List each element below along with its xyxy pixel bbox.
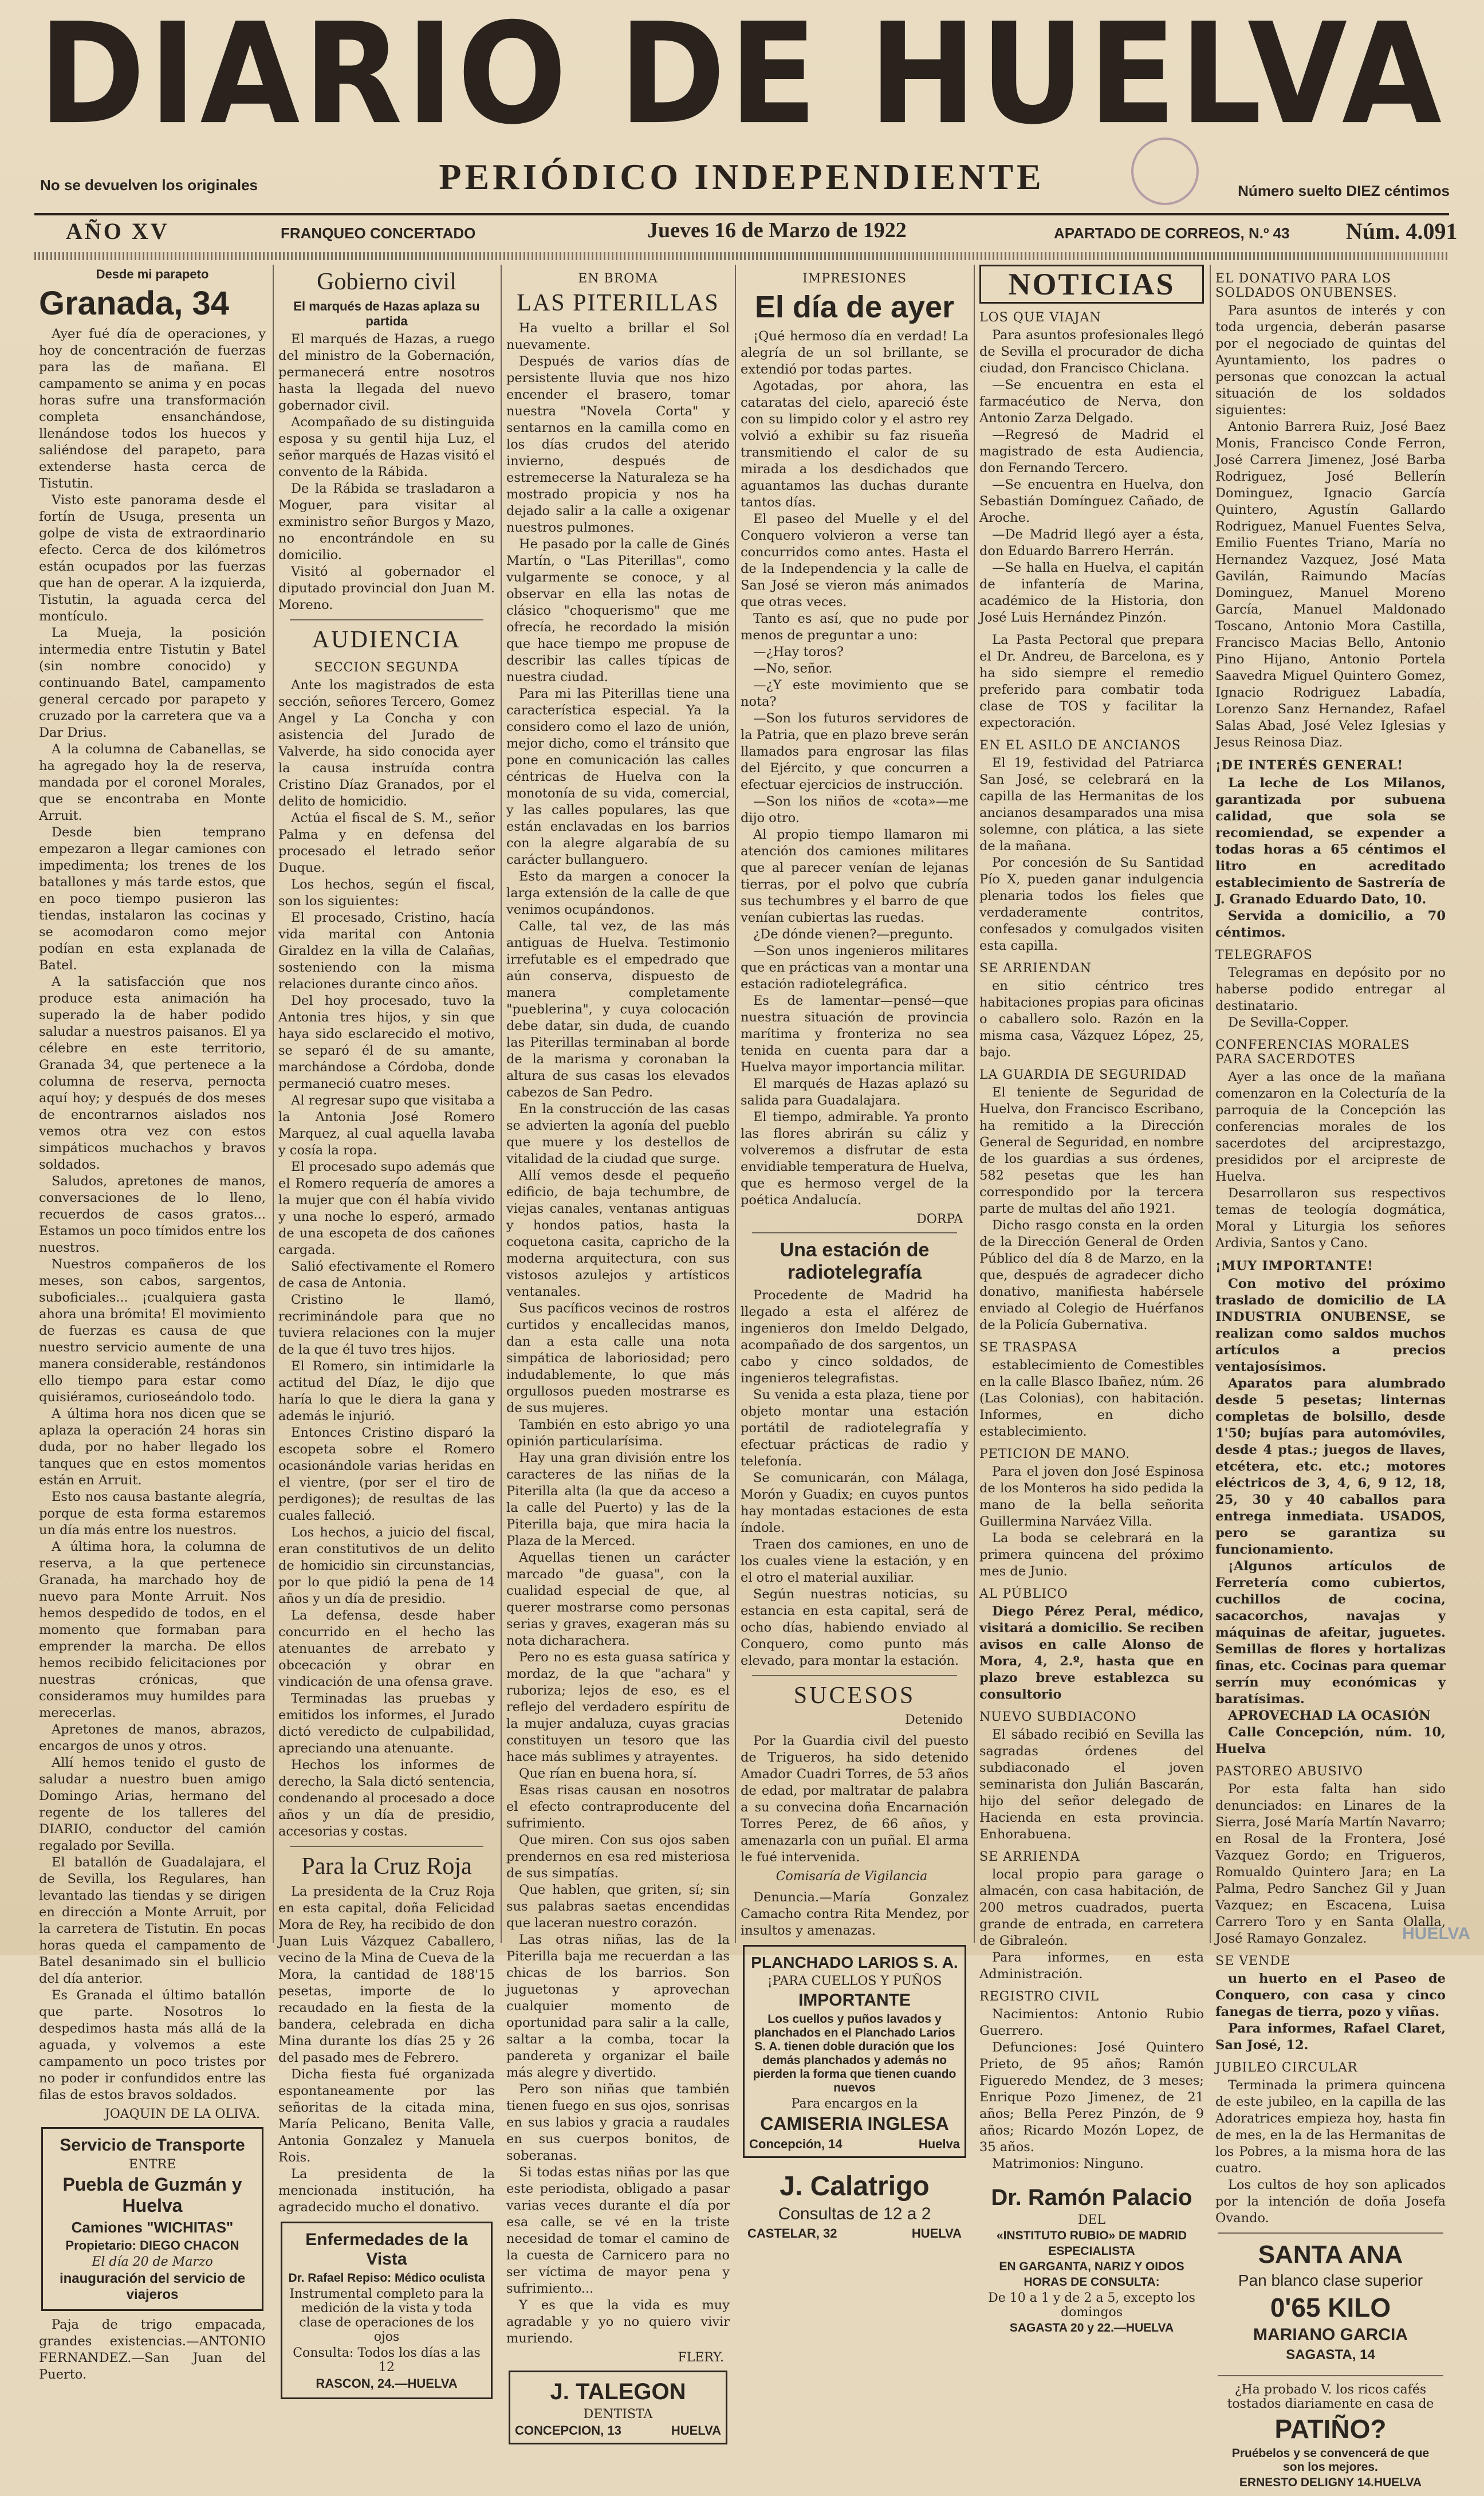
paragraph: —De Madrid llegó ayer a ésta, don Eduardo Barrero Herrán. [979,527,1204,559]
cruz-roja-title: Para la Cruz Roja [301,1853,472,1880]
paragraph: Ayer fué día de operaciones, y hoy de concentración de fuerzas para las de mañana. El campamento se anima y en pocas horas sufre una transformación completa ensanchándose, llenándose todos los huecos y saliéndose del parapeto, para extenderse hasta cerca de Tistutin. [39,327,266,491]
paragraph: También en esto abrigo yo una opinión particularísima. [506,1417,730,1449]
ad-title: Servicio de Transporte [60,2136,245,2155]
column-1 [39,265,266,2382]
calatrigo-ad [743,2164,966,2246]
column-2 [278,265,495,2391]
larios-ad [743,1945,966,2158]
ad-important: IMPORTANTE [798,1991,911,2010]
sucesos-title: SUCESOS [793,1683,916,1709]
paragraph: Sus pacíficos vecinos de rostros curtidos y encallecidas manos, dan a esta calle una nota simpática de laboriosidad; pero indudablemente, lo que más orgullosos pueden mostrarse es de sus mujeres. [506,1301,730,1416]
paragraph: Se comunicarán, con Málaga, Morón y Guadix; en cuyos puntos hay montadas estaciones de esta índole. [741,1471,969,1535]
ad-line: Pan blanco clase superior [1238,2271,1423,2289]
paragraph: La Mueja, la posición intermedia entre Tistutin y Batel (sin nombre conocido) y continuando Batel, campamento general cercado por parapeto y cruzado por la carretera que va a Dar Drius. [39,626,266,740]
section-title: LA GUARDIA DE SEGURIDAD [979,1068,1187,1082]
jubileo-body [1215,2077,1446,2227]
section-title: NUEVO SUBDIACONO [979,1710,1137,1724]
paragraph: El batallón de Guadalajara, el de Sevilla, los Regulares, han levantado las tiendas y se dirigen en dirección a Monte Arruit, por la carretera de Tistutin. En pocas horas queda el campamento de Batel desanimado sin el bullicio del día anterior. [39,1855,266,1986]
paragraph: Ha vuelto a brillar el Sol nuevamente. [506,321,730,352]
ad-owner: Propietario: DIEGO CHACON [65,2238,239,2253]
paragraph: A la satisfacción que nos produce esta animación ha superado la de haber podido saludar a nuestros paisanos. El ya célebre en este territorio, Granada 34, que pertenece a la columna de reserva, pernocta aquí hoy; y después de dos meses de encontrarnos aislados nos vemos otra vez con estos simpáticos muchachos y bravos soldados. [39,974,266,1172]
paragraph: Cristino le llamó, recriminándole para que no tuviera relaciones con la mujer de la que él tuvo tres hijos. [278,1292,495,1357]
paragraph: Antonio Barrera Ruiz, José Baez Monis, Francisco Conde Ferron, José Carrera Jimenez, José Barba Rodriguez, José Bellerín Dominguez, Ignacio García Quintero, Agustín Gallardo Rodriguez, Manuel Fuentes Selva, Emilio Fuentes Triano, María no Hernandez Vazquez, José Mata Gavilán, Raimundo Macías Dominguez, Manuel Moreno García, Manuel Maldonado Toscano, Antonio Mora Castilla, Francisco Macias Bello, Antonio Pino Hijano, Antonio Portela Saavedra Miguel Quintero Gomez, Ignacio Rodriguez Labadía, Lorenzo Sanz Hernandez, Rafael Salas Abad, José Velez Iglesias y Jesus Reinosa Diaz. [1215,419,1446,750]
paragraph: Por la Guardia civil del puesto de Trigueros, ha sido detenido Amador Cuadri Torres, de 53 años de edad, por maltratar de palabra a su convecina doña Encarnación Torres Perez, de 66 años, y amenazarla con un puñal. El arma le fué intervenida. [741,1734,969,1865]
paragraph: Al propio tiempo llamaron mi atención dos camiones militares que al parecer venían de lejanas tierras, por el polvo que cubría sus techumbres y el barro de que venían cubiertas las ruedas. [741,827,969,925]
section-title: SE VENDE [1215,1954,1291,1968]
paragraph: Los hechos, a juicio del fiscal, eran constitutivos de un delito de homicidio sin circunstancias, por lo que pidió la pena de 14 años y un día de presidio. [278,1525,495,1606]
gobierno-subtitle: El marqués de Hazas aplaza su partida [293,299,480,328]
paragraph: Defunciones: José Quintero Prieto, de 95 años; Ramón Figueredo Mendez, de 3 meses; Enrique Pozo Jimenez, de 21 años; Bella Perez Pinzón, de 9 años; Ricardo Mozón Lopez, de 35 años. [979,2040,1204,2155]
masthead-right-note: Número suelto DIEZ céntimos [1238,182,1450,199]
section-title: TELEGRAFOS [1215,948,1313,962]
dentist-ad [509,2371,727,2444]
ad-title: Enfermedades de la Vista [305,2230,468,2269]
paragraph: ¿De dónde vienen?—pregunto. [753,927,954,942]
arriendan-body: en sitio céntrico tres habitaciones propias para oficinas o caballero solo. Razón en la misma casa, Vázquez López, 25, bajo. [979,978,1204,1060]
newspaper-subtitle: PERIÓDICO INDEPENDIENTE [439,156,1045,197]
article-body [506,320,730,2347]
ad-name: SANTA ANA [1258,2240,1403,2269]
article-body [39,326,266,2104]
ad-address: SAGASTA 20 y 22.—HUELVA [1009,2321,1174,2334]
article-kicker: IMPRESIONES [802,272,907,286]
paragraph: He pasado por la calle de Ginés Martín, o "Las Piterillas", como vulgarmente se conoce, y al observar en ella las notas de clásico "choquerismo" que me ofrecía, he recordado la misión que hace tiempo me propuse de describir las calles típicas de nuestra ciudad. [506,537,730,685]
optician-ad [281,2222,493,2399]
paragraph: Hay una gran división entre los caracteres de las niñas de la Piterilla alta (la que da acceso a la calle del Puerto) y las de la Piterilla baja, que mira hacia la Plaza de la Merced. [506,1451,730,1548]
peticion-body [979,1464,1204,1580]
paragraph: Aparatos para alumbrado desde 5 pesetas; linternas completas de bolsillo, desde 1'50; bujías para automóviles, desde 4 ptas.; juegos de llaves, etcétera, etc. etc.; motores eléctricos de 3, 4, 6, 9 12, 18, 25, 30 y 40 caballos para entrega inmediata. USADOS, pero se garantiza su funcionamiento. [1215,1376,1446,1557]
article-kicker: Desde mi parapeto [96,267,209,281]
section-title: REGISTRO CIVIL [979,1990,1099,2004]
paragraph: Procedente de Madrid ha llegado a esta el alférez de ingenieros don Imeldo Delgado, acompañado de dos sargentos, un cabo y cinco soldados, de ingenieros telegrafistas. [741,1288,969,1386]
ad-name: Dr. Ramón Palacio [991,2185,1192,2210]
paragraph: Pero no es esta guasa satírica y mordaz, de la que "achara" y ruboriza; lejos de eso, es el reflejo del verdadero espíritu de la mujer andaluza, cuyas gracias constituyen un tesoro que las hace más sublimes y atrayentes. [506,1650,730,1764]
paragraph: Desarrollaron sus respectivos temas de teología dogmática, Moral y Liturgia los señores Ardivia, Santos y Cano. [1215,1186,1446,1251]
section-title: AL PÚBLICO [979,1587,1068,1601]
paragraph: Salió efectivamente el Romero de casa de Antonia. [278,1259,495,1291]
ad-address: CASTELAR, 32 [747,2226,837,2240]
interes-body-2: Servida a domicilio, a 70 céntimos. [1215,909,1446,940]
paragraph: Que rían en buena hora, sí. [519,1766,698,1781]
ad-sub: ¡PARA CUELLOS Y PUÑOS [767,1974,942,1988]
santa-ana-ad [1218,2232,1443,2369]
ad-city: HUELVA [911,2226,962,2240]
section-title: SE ARRIENDAN [979,961,1092,976]
section-title: JUBILEO CIRCULAR [1215,2061,1358,2075]
paragraph: El paseo del Muelle y el del Conquero volvieron a verse tan concurridos como antes. Hasta el de la Independencia y la calle de San José se vieron más animados que otras veces. [741,512,969,610]
paragraph: Dicho rasgo consta en la orden de la Dirección General de Orden Público del día 8 de Marzo, en la que, después de agradecer dicho donativo, manifiesta habérsele enviado al Colegio de Huérfanos de la Policía Gubernativa. [979,1218,1204,1332]
paragraph: —Regresó de Madrid el magistrado de esta Audiencia, don Fernando Tercero. [979,427,1204,475]
column-6 [1215,265,1446,2489]
section-title: CONFERENCIAS MORALES PARA SACERDOTES [1215,1038,1410,1067]
article-headline: El día de ayer [754,290,955,324]
section-title: ¡MUY IMPORTANTE! [1215,1259,1373,1273]
section-title: EL DONATIVO PARA LOS SOLDADOS ONUBENSES. [1215,272,1398,300]
paragraph: ¡Qué hermoso día en verdad! La alegría de un sol brillante, se extendió por todas partes. [741,329,969,377]
paragraph: Del hoy procesado, tuvo la Antonia tres hijos, y sin que haya sido esclarecido el motivo, se separó él de su amante, marchándose a Córdoba, donde permaneció cuatro meses. [278,993,495,1091]
paragraph: —Son los niños de «cota»—me dijo otro. [741,794,969,826]
paragraph: Apretones de manos, abrazos, encargos de unos y otros. [39,1722,266,1754]
ad-institute: «INSTITUTO RUBIO» DE MADRID [996,2229,1187,2242]
paragraph: El 19, festividad del Patriarca San José, se celebrará en la capilla de las Hermanitas de los ancianos desamparados una misa solemne, con plática, a las siete de la mañana. [979,756,1204,854]
paragraph: Con motivo del próximo traslado de domicilio de LA INDUSTRIA ONUBENSE, se realizan como saldos muchos artículos a precios ventajosísimos. [1215,1276,1446,1374]
article-signature: FLERY. [678,2350,724,2365]
ad-entre: ENTRE [128,2157,176,2172]
subdiacono-body: El sábado recibió en Sevilla las sagradas órdenes del subdiaconado el joven seminarista don Julián Bascarán, hijo del señor delegado de Hacienda en esta provincia. Enhorabuena. [979,1727,1204,1842]
ad-consult: Consultas de 12 a 2 [778,2204,931,2223]
paragraph: El Romero, sin intimidarle la actitud del Díaz, le dijo que haría lo que le diera la gana y además le injurió. [278,1359,495,1424]
telegrafos-body-2: De Sevilla-Copper. [1228,1015,1349,1030]
paragraph: La presidenta de la Cruz Roja en esta capital, doña Felicidad Mora de Rey, ha recibido de don Juan Luis Vázquez Caballero, vecino de la Mina de Cueva de la Mora, la cantidad de 188'15 pesetas, importe de lo recaudado en la fiesta de la bandera, celebrada en dicha Mina durante los días 25 y 26 del pasado mes de Febrero. [278,1884,495,2065]
ad-name: PATIÑO? [1274,2414,1387,2444]
issue-number: Núm. 4.091 [1346,218,1458,244]
pastoreo-body: Por esta falta han sido denunciados: en Linares de la Sierra, José María Martín Navarro; en Rosal de la Frontera, José Vazquez Gordo; en Trigueros, Romualdo Quintero Jara; en La Palma, Pedro Sanchez Gil y Juan Vazquez; en Escacena, Luisa Carrero Toro y en Santa Olalla, José Ramayo Gonzalez. [1215,1782,1446,1946]
paragraph: Nuestros compañeros de los meses, son cabos, sargentos, suboficiales... ¡cualquiera gasta ahora una brómita! El movimiento de fuerzas es causa de que nuestro servicio aumente de una manera considerable, restándonos ello tiempo para estar como quisiéramos, curioseándolo todo. [39,1257,266,1405]
section-title: SE TRASPASA [979,1341,1077,1355]
paragraph: ¡Algunos artículos de Ferretería como cubiertos, cuchillos de cocina, sacacorchos, navajas y máquinas de afeitar, juguetes. Semillas de flores y hortalizas finas, etc. Cocinas para quemar serrín muy económicas y baratísimas. [1215,1559,1446,1707]
section-title: EN EL ASILO DE ANCIANOS [979,738,1181,753]
ad-address: Concepción, 14 [749,2137,843,2151]
ad-price: 0'65 KILO [1270,2293,1391,2322]
paragraph: Para el joven don José Espinosa de los Monteros ha sido pedida la mano de la bella señorita Guillermina Narváez Villa. [979,1464,1204,1529]
paragraph: Allí vemos desde el pequeño edificio, de baja techumbre, de viejas canales, ventanas antiguas y hondos patios, hasta la coquetona casita, capricho de la moderna arquitectura, con sus vistosos azulejos y artísticos ventanales. [506,1168,730,1299]
paragraph: A última hora nos dicen que se aplaza la operación 24 horas sin duda, por no haber llegado los tanques que en estos momentos están en Arruit. [39,1406,266,1488]
paragraph: La boda se celebrará en la primera quincena del próximo mes de Junio. [979,1531,1204,1579]
column-divider [273,265,274,1943]
ad-title: PLANCHADO LARIOS S. A. [751,1953,958,1971]
paragraph: Terminadas las pruebas y emitidos los informes, el Jurado dictó veredicto de culpabilidad, apreciando una atenuante. [278,1691,495,1756]
ad-date: El día 20 de Marzo [92,2255,213,2269]
ad-address-row [747,2226,962,2241]
paragraph: El procesado supo además que el Romero requería de amores a la mujer que con él había vivido y una noche lo esperó, armado de una escopeta de dos cañones cargada. [278,1159,495,1257]
paragraph: Que miren. Con sus ojos saben prendernos en esa red misteriosa de sus simpatías. [506,1833,730,1881]
publico-body: Diego Pérez Peral, médico, visitará a domicilio. Se reciben avisos en calle Alonso de Mora, 4, 2.º, hasta que en plazo breve establezca su consultorio [979,1604,1204,1702]
section-title: SE ARRIENDA [979,1850,1080,1864]
sucesos-sub: Detenido [904,1713,963,1727]
column-3 [506,265,730,2438]
paragraph: Y es que la vida es muy agradable y yo no quiero vivir muriendo. [506,2298,730,2346]
ad-inauguration: inauguración del servicio de viajeros [59,2271,246,2302]
ad-encargos: Para encargos en la [791,2097,918,2111]
column-divider [735,265,736,1943]
paragraph: Visitó al gobernador el diputado provincial don Juan M. Moreno. [278,564,495,612]
paragraph: —No, señor. [753,661,833,676]
paragraph: Esto nos causa bastante alegría, porque de esta forma estaremos un día más entre los nuestros. [39,1489,266,1538]
radio-title: Una estación de radiotelegrafía [780,1239,930,1283]
paragraph: —¿Y este movimiento que se nota? [741,678,969,709]
ad-question: ¿Ha probado V. los ricos cafés tostados diariamente en casa de [1227,2383,1434,2411]
franqueo: FRANQUEO CONCERTADO [281,225,476,242]
audiencia-body [278,677,495,1840]
paragraph: El teniente de Seguridad de Huelva, don Francisco Escribano, ha remitido a la Dirección General de Seguridad, en nombre de los guardias a sus órdenes, 582 pesetas que les han correspondido por la tercera parte de multas del año 1921. [979,1085,1204,1216]
paragraph: El procesado, Cristino, hacía vida marital con Antonia Giraldez en la villa de Calañas, sosteniendo con la misma relaciones durante cinco años. [278,910,495,992]
paragraph: Traen dos camiones, en uno de los cuales viene la estación, y en el otro el material auxiliar. [741,1537,969,1585]
divider [752,1232,957,1233]
ad-hours: Consulta: Todos los días a las 12 [293,2346,481,2375]
paragraph: Ante los magistrados de esta sección, señores Tercero, Gomez Angel y La Concha y con asistencia del Jurado de Valverde, ha sido conocida ayer la causa instruída contra Cristino Díaz Granados, por el delito de homicidio. [278,678,495,809]
ad-address: RASCON, 24.—HUELVA [316,2376,458,2391]
ad-trucks: Camiones "WICHITAS" [71,2219,234,2236]
paragraph: Por concesión de Su Santidad Pío X, pueden ganar indulgencia plenaria todos los fieles que verdaderamente contritos, confesados y comulgados visiten esta capilla. [979,855,1204,953]
issue-date: Jueves 16 de Marzo de 1922 [647,218,907,242]
sucesos-body [741,1733,969,1866]
paragraph: Esto da margen a conocer la larga extensión de la calle de que venimos ocupándonos. [506,869,730,917]
cruz-roja-body [278,1884,495,2216]
paragraph: Después de varios días de persistente lluvia que nos hizo encender el brasero, tomar nuestra "Novela Corta" y sentarnos en la camilla como en los días crudos del aterido invierno, después de estremecerse la Naturaleza se ha mostrado propicia y nos ha dejado salir a la calle a oxigenar nuestros pulmones. [506,354,730,535]
paragraph: Agotadas, por ahora, las cataratas del cielo, apareció éste con su limpido color y el astro rey volvió a exhibir su faz risueña transmitiendo el calor de su mirada a los desdichados que aguantamos las duchas durante tantos días. [741,379,969,510]
paragraph: Que hablen, que griten, sí; sin sus palabras saetas encendidas que laceran nuestro corazón. [506,1882,730,1931]
audiencia-title: AUDIENCIA [312,627,462,653]
ad-profession: DENTISTA [583,2407,653,2422]
paragraph: Allí hemos tenido el gusto de saludar a nuestro buen amigo Domingo Arias, hermano del regente de los talleres del DIARIO, conductor del camión regalado por Sevilla. [39,1755,266,1853]
paragraph: Al regresar supo que visitaba a la Antonia José Romero Marquez, al cual aquella lavaba y cosía la ropa. [278,1093,495,1158]
header-hatch-rule [34,252,1449,260]
ad-owner: MARIANO GARCIA [1253,2325,1408,2344]
paragraph: Su venida a esta plaza, tiene por objeto montar una estación portátil de radiotelegrafía y efectuar prácticas de radio y telefonía. [741,1387,969,1469]
paragraph: Calle Concepción, núm. 10, Huelva [1215,1725,1446,1756]
paragraph: Desde bien temprano empezaron a llegar camiones con impedimenta; los trenes de los batallones y más tarde estos, que en poco tiempo pusieron las tiendas, instalaron las cocinas y se acomodaron como mejor podían en esta explanada de Batel. [39,825,266,973]
column-divider [501,265,502,1943]
paragraph: —Son unos ingenieros militares que en prácticas van a montar una estación radiotelegráfica. [741,944,969,992]
asilo-body [979,755,1204,954]
audiencia-subtitle: SECCION SEGUNDA [314,661,459,675]
paragraph: Para asuntos de interés y con toda urgencia, deberán pasarse por el negociado de quintas del Ayuntamiento, los padres o personas que conozcan la actual situación de los soldados siguientes: [1215,303,1446,418]
ad-address: ERNESTO DELIGNY 14.HUELVA [1239,2476,1422,2489]
paragraph: —¿Hay toros? [753,644,844,659]
pasta-ad: La Pasta Pectoral que prepara el Dr. Andreu, de Barcelona, es y ha sido siempre el remedio preferido para combatir toda clase de TOS y facilitar la expectoración. [979,632,1204,730]
paragraph: —Son los futuros servidores de la Patria, que en plazo breve serán llamados para engrosar las filas del Ejército, y que concurren a efectuar ejercicios de instrucción. [741,711,969,792]
paragraph: Tanto es así, que no pude por menos de preguntar a uno: [741,611,969,643]
paragraph: El marqués de Hazas, a ruego del ministro de la Gobernación, permanecerá entre nosotros hasta la llegada del nuevo gobernador civil. [278,332,495,413]
ad-shop: CAMISERIA INGLESA [760,2113,949,2134]
ad-specialty: EN GARGANTA, NARIZ Y OIDOS [999,2260,1184,2273]
issue-info-bar [34,218,1458,251]
telegrafos-body: Telegramas en depósito por no haberse podido entregar al destinatario. [1215,965,1446,1013]
paragraph: Entonces Cristino disparó la escopeta sobre el Romero ocasionándole varias heridas en el vientre, (por ser el tiro de perdigones); de resultas de las cuales falleció. [278,1425,495,1523]
section-title: LOS QUE VIAJAN [979,310,1101,325]
paragraph: Para mi las Piterillas tiene una característica especial. Ya la considero como el lazo de unión, mejor dicho, como el tránsito que pone en comunicación las calles céntricas de Huelva con la monotonía de su vida, comercial, y las calles populares, las que están enclavadas en los barrios con la alegre algarabía de su carácter bullanguero. [506,686,730,867]
section-title: PASTOREO ABUSIVO [1215,1764,1363,1779]
doctor-ad [982,2178,1202,2341]
paragraph: Nacimientos: Antonio Rubio Guerrero. [979,2007,1204,2038]
paragraph: Ayer a las once de la mañana comenzaron en la Colecturía de la parroquia de la Concepción las conferencias morales de los sacerdotes del arciprestazgo, presididos por el arcipreste de Huelva. [1215,1070,1446,1184]
paragraph: Terminada la primera quincena de este jubileo, en la capilla de las Adoratrices empieza hoy, hasta fin de mes, en la de las Hermanitas de los Pobres, a la misma hora de las cuatro. [1215,2078,1446,2176]
ad-text: Los cuellos y puños lavados y planchados en el Planchado Larios S. A. tienen doble duración que los demás planchados y además no pierden la forma que tienen cuando nuevos [753,2012,956,2094]
noticias-header: NOTICIAS [979,265,1204,304]
ad-address-row [749,2137,960,2152]
article-signature: JOAQUIN DE LA OLIVA. [104,2107,260,2121]
library-stamp-icon [1131,137,1199,205]
ad-name: J. Calatrigo [780,2171,930,2202]
top-rule [34,213,1449,215]
masthead-left-note: No se devuelven los originales [40,176,258,194]
interes-body: La leche de Los Milanos, garantizada por subuena calidad, que sola se recomiendad, se expender a todas horas a 65 céntimos el litro en acreditado establecimiento de Sastrería de J. Granado Eduardo Dato, 10. [1215,776,1446,907]
paragraph: Matrimonios: Ninguno. [992,2156,1144,2171]
denuncia: Denuncia.—María Gonzalez Camacho contra Rita Mendez, por insultos y amenazas. [741,1890,969,1938]
registro-body [979,2006,1204,2172]
paragraph: Los cultos de hoy son aplicados por la intención de doña Josefa Ovando. [1215,2177,1446,2226]
ad-address: CONCEPCION, 13 [515,2423,621,2438]
section-title: PETICION DE MANO. [979,1447,1131,1461]
paragraph: Las otras niñas, las de la Piterilla baja me recuerdan a las chicas de los barrios. Son juguetonas y aprovechan cualquier momento de oportunidad para salir a la calle, saltar a la comba, tocar la pandereta y organizar el baile más alegre y divertido. [506,1932,730,2080]
paragraph: Pero son niñas que también tienen fuego en sus ojos, sonrisas en sus labios y gracia a raudales en sus cuerpos bonitos, de soberanas. [506,2082,730,2163]
ad-line: Instrumental completo para la medición de la vista y toda clase de operaciones de los ojos [289,2287,484,2344]
ad-city: Huelva [918,2137,960,2151]
ad-address: SAGASTA, 14 [1286,2347,1375,2363]
article-headline: Granada, 34 [39,285,230,322]
ad-route: Puebla de Guzmán y Huelva [62,2174,242,2216]
paragraph: APROVECHAD LA OCASIÓN [1228,1708,1431,1723]
divider [752,1675,957,1676]
ad-del: DEL [1077,2213,1106,2227]
paragraph: Es Granada el último batallón que parte. Nosotros lo despedimos hasta más allá de la aguada, y volvemos a este campamento un poco tristes por no poder ir confundidos entre las filas de estos bravos soldados. [39,1988,266,2102]
article-signature: DORPA [916,1212,963,1227]
paragraph: Los hechos, según el fiscal, son los siguientes: [278,877,495,909]
paragraph: —Se encuentra en esta el farmacéutico de Nerva, don Antonio Zarza Delgado. [979,378,1204,426]
viajan-body [979,327,1204,626]
ad-hours-title: HORAS DE CONSULTA: [1024,2275,1160,2289]
donativo-body [1215,302,1446,751]
importante-body [1215,1276,1446,1758]
paragraph: Saludos, apretones de manos, conversaciones de lo lleno, recuerdos de casos gratos... Estamos un poco tímidos entre los nuestros. [39,1174,266,1255]
article-kicker: EN BROMA [578,272,658,286]
paragraph: Según nuestras noticias, su estancia en esta capital, será de ocho días, habiendo enviado al Conquero, como punto más elevado, para montar la estación. [741,1587,969,1668]
paragraph: Visto este panorama desde el fortín de Usuga, presenta un golpe de vista de extraordinario efecto. Cerca de dos kilómetros están ocupados por las fuerzas que han de operar. A la izquierda, Tistutin, la aguada cerca del montículo. [39,493,266,624]
paragraph: De la Rábida se trasladaron a Moguer, para visitar al exministro señor Burgos y Mazo, no encontrándole en su domicilio. [278,481,495,563]
paragraph: —Se halla en Huelva, el capitán de infantería de Marina, académico de la Historia, don José Luis Hernández Pinzón. [979,560,1204,625]
vende-body: un huerto en el Paseo de Conquero, con casa y cinco fanegas de tierra, pozo y viñas. [1215,1971,1446,2019]
paragraph: La defensa, desde haber concurrido en el hecho las atenuantes de arrebato y obcecación y obrar en vindicación de una ofensa grave. [278,1608,495,1689]
vende-body-2: Para informes, Rafael Claret, San José, 12. [1215,2021,1446,2053]
column-divider [974,265,975,1943]
paragraph: Calle, tal vez, de las más antiguas de Huelva. Testimonio irrefutable es el empedrado que aún conserva, dispuesto de manera completamente "pueblerina", y cuya colocación debe datar, sin duda, de cuando las Piterillas terminaban al borde de la marisma y coronaban la altura de sus casas los elevados cabezos de San Pedro. [506,919,730,1100]
divider [290,1846,483,1847]
paragraph: A la columna de Cabanellas, se ha agregado hoy la de reserva, mandada por el coronel Morales, que se encontraba en Monte Arruit. [39,742,266,823]
paragraph: Hechos los informes de derecho, la Sala dictó sentencia, condenando al procesado a doce años y un día de presidio, accesorias y costas. [278,1758,495,1839]
apartado: APARTADO DE CORREOS, N.º 43 [1054,225,1290,242]
newspaper-title: DIARIO DE HUELVA [38,0,1446,156]
issue-year: AÑO XV [66,218,170,244]
paragraph: Es de lamentar—pensé—que nuestra situación de provincia marítima y fronteriza no sea tenida en cuenta para dar a Huelva mayor importancia militar. [741,993,969,1075]
ad-name: J. TALEGON [550,2379,686,2404]
column-divider [1210,265,1211,1943]
article-body [741,328,969,1209]
paragraph: Para asuntos profesionales llegó de Sevilla el procurador de dicha ciudad, don Francisco Chiclana. [979,328,1204,376]
transport-ad [41,2127,263,2311]
ad-especialista: ESPECIALISTA [1048,2245,1135,2258]
ad-doctor: Dr. Rafael Repiso: Médico oculista [288,2271,485,2285]
column-5 [979,265,1204,2334]
arrienda-body: local propio para garage o almacén, con casa habitación, de 200 metros cuadrados, puerta grande de entrada, en carretera de Gibraleón. [979,1867,1204,1948]
paragraph: La presidenta de la mencionada institución, ha agradecido mucho el donativo. [278,2167,495,2215]
paragraph: Dicha fiesta fué organizada espontaneamente por las señoritas de la citada mina, María Pelicano, Benita Valle, Antonia Gonzalez y Manuela Rois. [278,2067,495,2165]
section-title: ¡DE INTERÉS GENERAL! [1215,758,1404,773]
paragraph: Si todas estas niñas por las que este periodista, obligado a pasar varias veces durante el día por esa calle, se vé en la triste necesidad de tomar el camino de la cuesta de Carnicero para no ser víctima de mayor pena y sufrimiento... [506,2165,730,2296]
paragraph: El marqués de Hazas aplazó su salida para Guadalajara. [741,1076,969,1108]
gobierno-body [278,331,495,614]
paragraph: A última hora, la columna de reserva, a la que pertenece Granada, ha marchado hoy de nuevo para Monte Arruit. Nos hemos despedido de todos, en el momento que formaban para emprender la marcha. De ellos hemos recibido felicitaciones por nuestras crónicas, que consideramos muy humildes para merecerlas. [39,1539,266,1720]
ad-line: Pruébelos y se convencerá de que son los mejores. [1231,2447,1430,2474]
radio-body [741,1287,969,1669]
ad-city: HUELVA [671,2423,721,2438]
gobierno-title: Gobierno civil [317,269,456,295]
patino-ad [1218,2375,1443,2496]
paragraph: El tiempo, admirable. Ya pronto las flores abrirán su cáliz y volveremos a disfrutar de esta envidiable temperatura de Huelva, que es hermoso vergel de la poética Andalucía. [741,1110,969,1208]
article-headline: LAS PITERILLAS [517,290,719,316]
conferencias-body [1215,1069,1446,1252]
paragraph: En la construcción de las casas se advierten la agonía del pueblo que muere y los destellos de vitalidad de la ciudad que surge. [506,1102,730,1166]
comisaria: Comisaría de Vigilancia [776,1869,928,1884]
ad-hours: De 10 a 1 y de 2 a 5, excepto los domingos [988,2291,1195,2320]
column-4 [741,265,969,2240]
paragraph: Esas risas causan en nosotros el efecto contraproducente del sufrimiento. [506,1783,730,1831]
small-ad: Paja de trigo empacada, grandes existencias.—ANTONIO FERNANDEZ.—San Juan del Puerto. [39,2317,266,2382]
paragraph: Acompañado de su distinguida esposa y su gentil hija Luz, el señor marqués de Hazas visitó el convento de la Rábida. [278,415,495,479]
guardia-body [979,1084,1204,1334]
archive-watermark: HUELVA [1402,1924,1470,1943]
paragraph: Actúa el fiscal de S. M., señor Palma y en defensa del procesado el letrado señor Duque. [278,811,495,875]
traspasa-body: establecimiento de Comestibles en la calle Blasco Ibañez, núm. 26 (Las Colonias), con habitación. Informes, en dicho establecimiento. [979,1358,1204,1439]
paragraph: Aquellas tienen un carácter marcado "de guasa", con la cualidad especial de que, al querer mostrarse como personas serias y graves, exageran más su nota dicharachera. [506,1550,730,1648]
arrienda-info: Para informes, en esta Administración. [979,1950,1204,1982]
divider [290,619,483,620]
paragraph: —Se encuentra en Huelva, don Sebastián Domínguez Cañado, de Aroche. [979,477,1204,525]
ad-address-row [515,2423,721,2438]
